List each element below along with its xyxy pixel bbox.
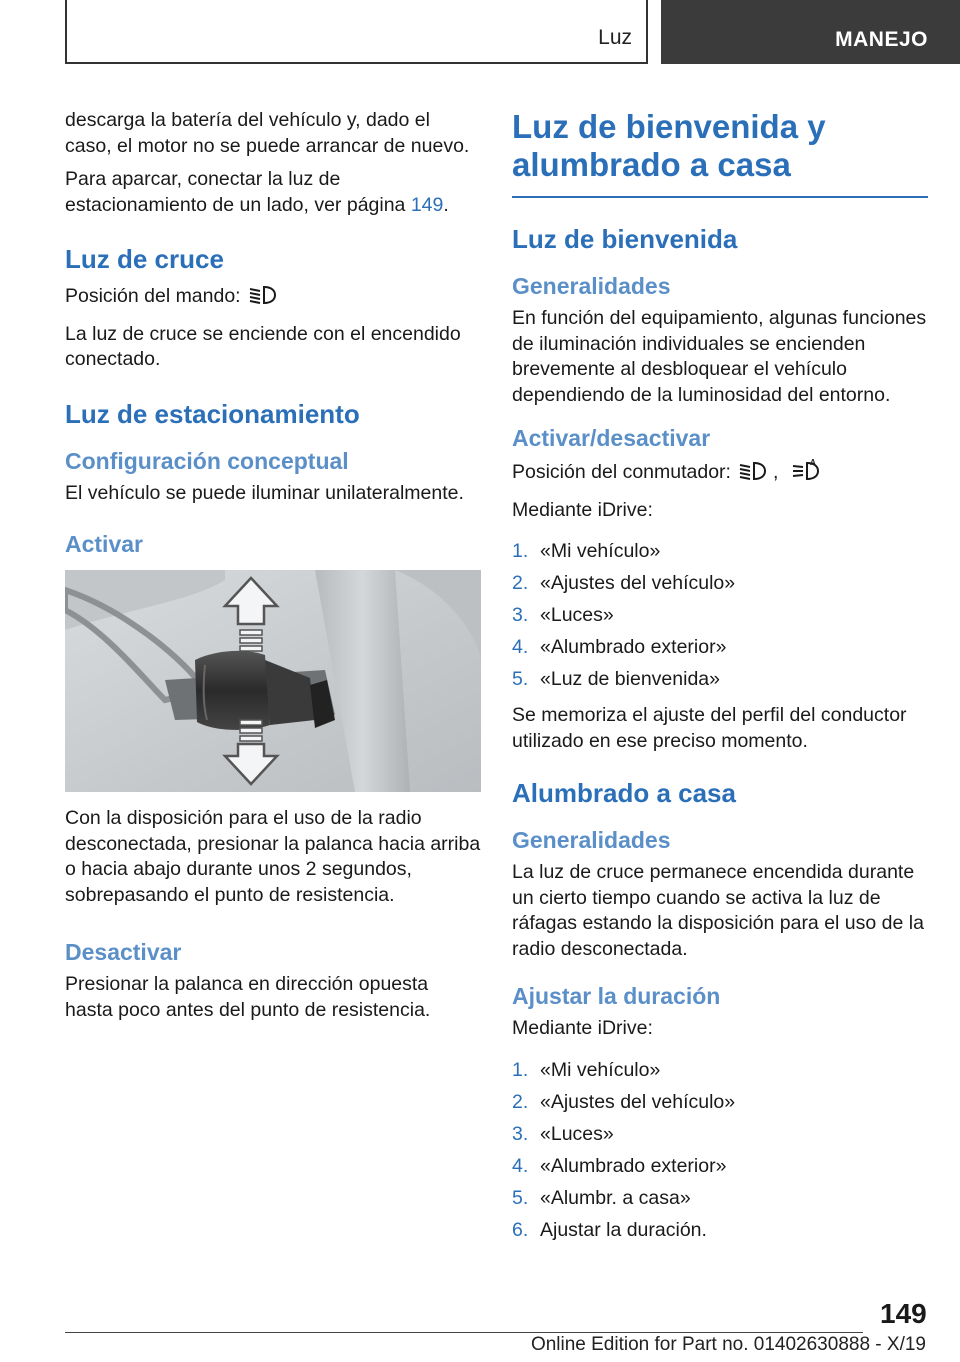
heading-generalidades-1: Generalidades — [512, 273, 671, 299]
step-number: 2. — [512, 1090, 529, 1113]
list-item — [512, 1182, 928, 1214]
step-text: «Luz de bienvenida» — [540, 668, 720, 690]
page-number: 149 — [880, 1298, 927, 1329]
cruce-description: La luz de cruce se enciende con el encendido conectado. — [65, 322, 461, 370]
heading-alumbrado-a-casa: Alumbrado a casa — [512, 778, 736, 808]
step-number: 4. — [512, 1154, 529, 1177]
heading-activar-desactivar: Activar/desactivar — [512, 425, 711, 451]
step-number: 3. — [512, 1122, 529, 1145]
step-text: «Alumbrado exterior» — [540, 636, 727, 658]
header-section-label: Luz — [598, 26, 632, 49]
intro-paragraph-1: descarga la batería del vehículo y, dado el caso, el motor no se puede arrancar de nuevo. — [65, 109, 470, 157]
step-number: 5. — [512, 668, 529, 690]
heading-underline — [512, 196, 928, 198]
step-text: «Ajustes del vehículo» — [540, 572, 736, 594]
intro-paragraph-2-text: Para aparcar, conectar la luz de estacionamiento de un lado, ver página — [65, 168, 411, 216]
heading-activar: Activar — [65, 531, 143, 557]
cruce-position — [65, 284, 481, 314]
header-chapter-label: MANEJO — [835, 28, 928, 51]
step-text: «Mi vehículo» — [540, 540, 661, 562]
heading-luz-de-estacionamiento: Luz de estacionamiento — [65, 398, 360, 429]
conmutador-label: Posición del conmutador: — [512, 461, 731, 483]
icon-separator: , — [772, 461, 779, 483]
turn-signal-lever-illustration — [65, 570, 481, 792]
heading-desactivar: Desactivar — [65, 939, 182, 965]
heading-luz-de-bienvenida: Luz de bienvenida — [512, 224, 738, 254]
idrive-label-1: Mediante iDrive: — [512, 498, 653, 521]
generalidades-2-description: La luz de cruce permanece encendida durante un cierto tiempo cuando se activa la luz de ráfagas estando la disposición para el uso de la radio desconectada. — [512, 861, 924, 960]
list-item — [512, 1118, 928, 1150]
memoriza-description: Se memoriza el ajuste del perfil del conductor utilizado en ese preciso momento. — [512, 704, 907, 752]
step-number: 1. — [512, 1058, 529, 1081]
step-text: «Mi vehículo» — [540, 1058, 661, 1081]
list-item — [512, 1086, 928, 1118]
config-description: El vehículo se puede iluminar unilateralmente. — [65, 481, 464, 504]
footer-divider — [65, 1332, 863, 1333]
step-text: «Ajustes del vehículo» — [540, 1090, 736, 1113]
list-item — [512, 535, 928, 567]
list-item — [512, 599, 928, 631]
idrive-label-2: Mediante iDrive: — [512, 1017, 653, 1039]
list-item — [512, 631, 928, 663]
heading-configuracion-conceptual: Configuración conceptual — [65, 447, 349, 474]
page-link[interactable]: 149 — [410, 193, 444, 216]
list-item — [512, 1054, 928, 1086]
list-item — [512, 663, 928, 695]
footer-edition: Online Edition for Part no. 01402630888 - X/19 — [530, 1334, 926, 1355]
list-item — [512, 1214, 928, 1246]
cruce-position-label: Posición del mando: — [65, 285, 241, 307]
conmutador-position — [512, 458, 928, 490]
step-text: Ajustar la duración. — [540, 1218, 707, 1241]
step-number: 6. — [512, 1218, 529, 1241]
steps-list-bienvenida — [512, 535, 928, 695]
step-number: 3. — [512, 604, 529, 626]
intro-paragraph-2-end: . — [443, 193, 449, 216]
step-text: «Alumbr. a casa» — [540, 1186, 691, 1209]
svg-text:A: A — [810, 458, 817, 467]
activar-description: Con la disposición para el uso de la radio desconectada, presionar la palanca hacia arriba o hacia abajo durante unos 2 segundos, sobrepasando el punto de resistencia. — [65, 807, 481, 906]
left-column — [65, 108, 481, 1031]
low-beam-icon — [737, 460, 767, 490]
step-number: 5. — [512, 1186, 529, 1209]
heading-ajustar-la-duracion: Ajustar la duración — [512, 983, 721, 1009]
generalidades-1-description: En función del equipamiento, algunas funciones de iluminación individuales se encienden brevemente al desbloquear el vehículo dependiendo de la luminosidad del entorno. — [512, 307, 927, 406]
list-item — [512, 1150, 928, 1182]
right-column — [512, 108, 928, 1254]
step-text: «Luces» — [540, 604, 614, 626]
step-text: «Luces» — [540, 1122, 614, 1145]
auto-light-icon — [790, 458, 820, 490]
heading-generalidades-2: Generalidades — [512, 827, 671, 853]
heading-luz-de-bienvenida-y-alumbrado: Luz de bienvenida y alumbrado a casa — [512, 108, 826, 183]
step-number: 4. — [512, 636, 529, 658]
desactivar-description: Presionar la palanca en dirección opuesta hasta poco antes del punto de resistencia. — [65, 973, 431, 1021]
intro-paragraph-2 — [65, 167, 481, 218]
heading-luz-de-cruce: Luz de cruce — [65, 244, 224, 274]
steps-list-alumbrado — [512, 1054, 928, 1246]
step-text: «Alumbrado exterior» — [540, 1154, 727, 1177]
low-beam-icon — [247, 284, 277, 314]
header-section-tab — [65, 0, 648, 64]
step-number: 1. — [512, 540, 529, 562]
list-item — [512, 567, 928, 599]
step-number: 2. — [512, 572, 529, 594]
header-chapter-tab — [661, 0, 960, 64]
